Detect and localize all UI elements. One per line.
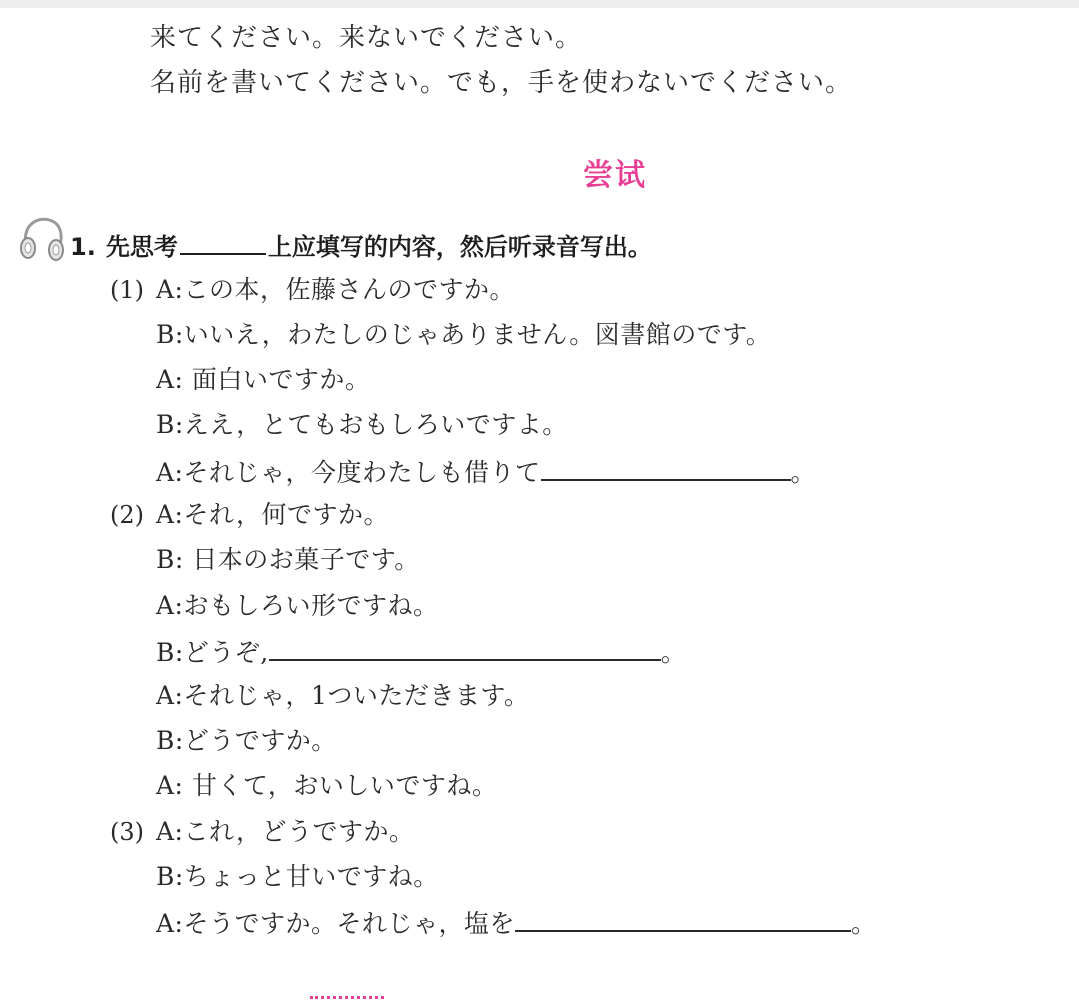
speaker-label: A: bbox=[156, 817, 184, 846]
example-blank bbox=[180, 227, 266, 255]
dialogue-3-marker: (3) bbox=[110, 818, 144, 846]
speaker-label: B: bbox=[156, 410, 184, 439]
answer-blank[interactable] bbox=[269, 635, 661, 661]
speaker-label: B: bbox=[156, 320, 184, 349]
speaker-label: A: bbox=[156, 681, 184, 710]
line-text: そうですか。それじゃ，塩を bbox=[183, 909, 515, 938]
dialogue-line bbox=[156, 319, 771, 351]
line-text: どうですか。 bbox=[183, 726, 337, 755]
line-end: 。 bbox=[790, 458, 817, 487]
answer-blank[interactable] bbox=[515, 906, 851, 932]
line-text: それ，何ですか。 bbox=[183, 500, 389, 529]
dialogue-line bbox=[156, 770, 497, 802]
speaker-label: A: bbox=[156, 771, 184, 800]
line-end: 。 bbox=[660, 638, 687, 667]
dialogue-line bbox=[156, 861, 439, 893]
dialogue-line bbox=[156, 680, 529, 712]
task-prefix: 先思考 bbox=[105, 233, 178, 261]
dialogue-line bbox=[156, 455, 816, 489]
dialogue-line bbox=[156, 274, 515, 306]
line-text: これ，どうですか。 bbox=[183, 817, 415, 846]
speaker-label: B: bbox=[156, 862, 184, 891]
line-text: それじゃ，1ついただきます。 bbox=[183, 681, 530, 710]
top-edge bbox=[0, 0, 1079, 8]
line-text: おもしろい形ですね。 bbox=[183, 591, 439, 620]
speaker-label: A: bbox=[156, 591, 184, 620]
answer-blank[interactable] bbox=[541, 455, 791, 481]
dialogue-line bbox=[156, 816, 415, 848]
section-heading: 尝试 bbox=[583, 158, 647, 193]
intro-line-2: 名前を書いてください。でも，手を使わないでください。 bbox=[150, 68, 853, 98]
dotted-decoration bbox=[310, 996, 384, 1004]
line-text: それじゃ，今度わたしも借りて bbox=[183, 458, 541, 487]
speaker-label: A: bbox=[156, 275, 184, 304]
line-text: 日本のお菓子です。 bbox=[183, 545, 420, 574]
speaker-label: B: bbox=[156, 638, 184, 667]
dialogue-line bbox=[156, 409, 568, 441]
line-end: 。 bbox=[851, 909, 877, 938]
task-number: 1. bbox=[70, 233, 96, 261]
headphones-icon bbox=[16, 210, 64, 264]
line-text: いいえ，わたしのじゃありません。図書館のです。 bbox=[183, 320, 772, 349]
dialogue-2-marker: (2) bbox=[110, 501, 144, 529]
speaker-label: A: bbox=[156, 500, 184, 529]
dialogue-line bbox=[156, 635, 686, 669]
line-text: ええ，とてもおもしろいですよ。 bbox=[183, 410, 568, 439]
dialogue-line bbox=[156, 499, 389, 531]
line-text: ちょっと甘いですね。 bbox=[183, 862, 439, 891]
line-text: 面白いですか。 bbox=[183, 365, 371, 394]
dialogue-line bbox=[156, 906, 877, 940]
speaker-label: B: bbox=[156, 726, 184, 755]
intro-line-1: 来てください。来ないでください。 bbox=[150, 23, 583, 53]
dialogue-line bbox=[156, 590, 439, 622]
speaker-label: A: bbox=[156, 458, 184, 487]
dialogue-1-marker: (1) bbox=[110, 276, 144, 304]
task-instruction bbox=[70, 227, 652, 263]
line-text: どうぞ, bbox=[183, 638, 269, 667]
dialogue-line bbox=[156, 544, 420, 576]
dialogue-line bbox=[156, 364, 370, 396]
speaker-label: A: bbox=[156, 365, 184, 394]
task-suffix: 上应填写的内容，然后听录音写出。 bbox=[267, 233, 652, 261]
line-text: 甘くて，おいしいですね。 bbox=[183, 771, 498, 800]
line-text: この本，佐藤さんのですか。 bbox=[183, 275, 515, 304]
dialogue-line bbox=[156, 725, 337, 757]
speaker-label: B: bbox=[156, 545, 184, 574]
speaker-label: A: bbox=[156, 909, 184, 938]
